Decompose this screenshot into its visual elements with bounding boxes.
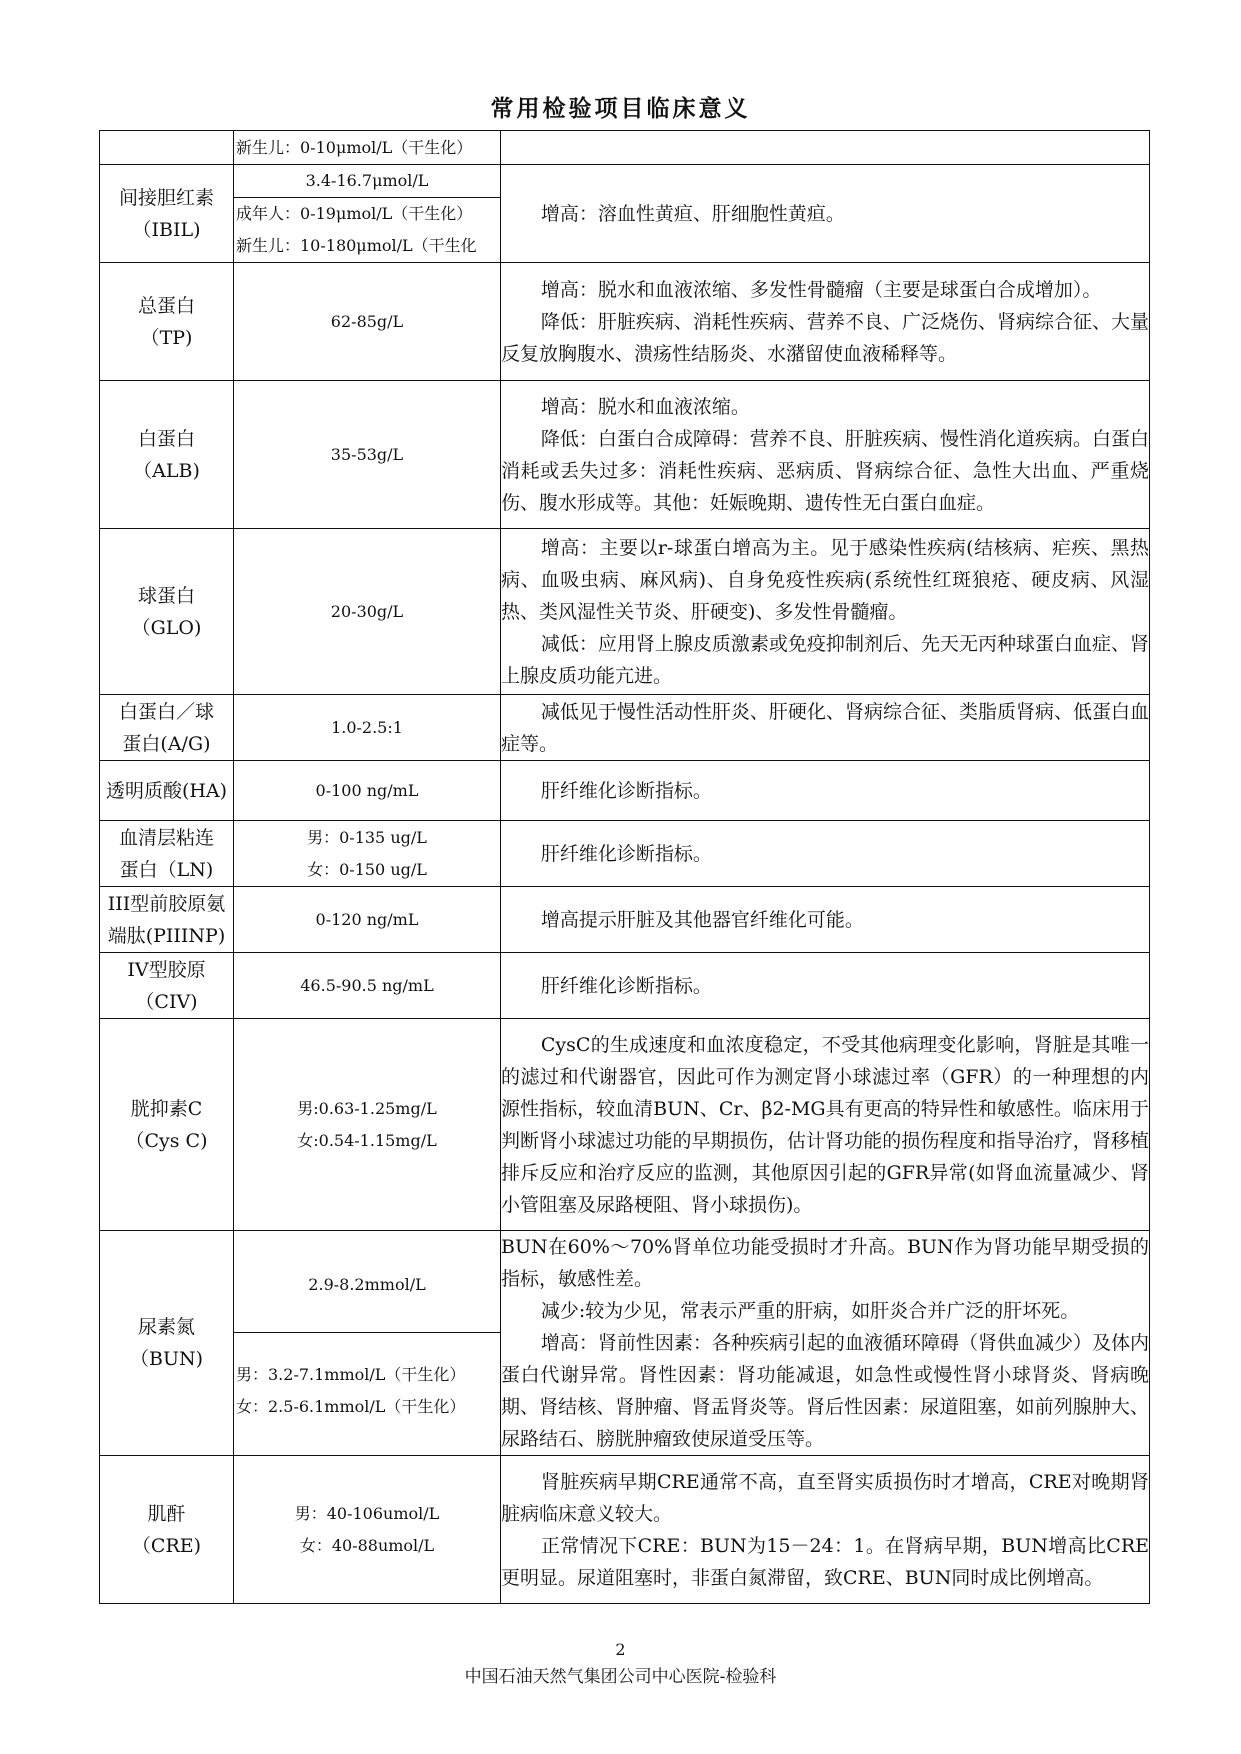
- item-name: 胱抑素C: [130, 1097, 203, 1120]
- item-name-cell: [100, 165, 234, 263]
- item-name-cell: [100, 1019, 234, 1231]
- range-cell: 46.5-90.5 ng/mL: [234, 953, 501, 1019]
- description-text: 减低：应用肾上腺皮质激素或免疫抑制剂后、先天无丙种球蛋白血症、肾上腺皮质功能亢进。: [501, 632, 1149, 687]
- description-text: 减少:较为少见，常表示严重的肝病，如肝炎合并广泛的肝坏死。: [540, 1300, 1080, 1322]
- item-name: III型前胶原氨: [107, 892, 226, 915]
- range-value-group: [234, 1332, 500, 1449]
- item-abbrev: （Cys C): [125, 1129, 208, 1152]
- table-row: [100, 1019, 1150, 1231]
- item-abbrev: （ALB): [133, 459, 200, 482]
- page-title: 常用检验项目临床意义: [490, 96, 751, 122]
- item-abbrev: （CIV): [135, 990, 198, 1013]
- range-value: 女：40-88umol/L: [299, 1535, 435, 1555]
- range-cell: [234, 821, 501, 887]
- range-cell: 20-30g/L: [234, 529, 501, 695]
- description-text: 降低：肝脏疾病、消耗性疾病、营养不良、广泛烧伤、肾病综合征、大量反复放胸腹水、溃疡性结肠炎、水潴留使血液稀释等。: [501, 310, 1149, 365]
- table-row: [100, 953, 1150, 1019]
- table-row: [100, 381, 1150, 529]
- range-value: 3.4-16.7μmol/L: [234, 165, 500, 198]
- description-text: 肾脏疾病早期CRE通常不高，直至肾实质损伤时才增高，CRE对晚期肾脏病临床意义较大。: [501, 1470, 1149, 1525]
- range-value: 成年人：0-19μmol/L（干生化）: [236, 204, 473, 223]
- item-name: 球蛋白: [137, 584, 195, 607]
- item-name: IV型胶原: [127, 958, 206, 981]
- range-value: 女：0-150 ug/L: [307, 859, 427, 879]
- description-cell: [501, 529, 1150, 695]
- item-abbrev: （BUN): [129, 1348, 203, 1370]
- range-cell: 新生儿：0-10μmol/L（干生化）: [234, 131, 501, 165]
- item-abbrev: 蛋白（LN): [119, 858, 214, 881]
- description-text: 增高提示肝脏及其他器官纤维化可能。: [540, 908, 864, 931]
- range-cell: 35-53g/L: [234, 381, 501, 529]
- item-abbrev: （GLO): [131, 616, 202, 639]
- item-name: 血清层粘连: [118, 826, 214, 849]
- range-value: 男：3.2-7.1mmol/L（干生化）: [236, 1364, 466, 1384]
- description-cell: [501, 263, 1150, 381]
- item-name-cell: [100, 381, 234, 529]
- item-name-cell: [100, 761, 234, 821]
- item-name-cell: [100, 131, 234, 165]
- description-text: 增高：脱水和血液浓缩。: [540, 395, 750, 418]
- description-cell: [501, 1456, 1150, 1604]
- description-text: 减低见于慢性活动性肝炎、肝硬化、肾病综合征、类脂质肾病、低蛋白血症等。: [501, 700, 1149, 755]
- description-cell: [501, 953, 1150, 1019]
- range-cell: [234, 1231, 501, 1456]
- description-text: CysC的生成速度和血浓度稳定，不受其他病理变化影响，肾脏是其唯一的滤过和代谢器官，因此可作为测定肾小球滤过率（GFR）的一种理想的内源性指标，较血清BUN、Cr、β2-MG具有更高的特异性和敏感性。临床用于判断肾小球滤过功能的早期损伤，估计肾功能的损伤程度和指导治疗，肾移植排斥反应和治疗反应的监测，其他原因引起的GFR异常(如肾血流量减少、肾小管阻塞及尿路梗阻、肾小球损伤)。: [501, 1033, 1149, 1216]
- item-name-cell: [100, 887, 234, 953]
- description-cell: [501, 761, 1150, 821]
- table-row: [100, 165, 1150, 263]
- description-text: 肝纤维化诊断指标。: [540, 974, 712, 997]
- item-name-cell: [100, 1231, 234, 1456]
- item-name: 肌酐: [147, 1502, 186, 1525]
- item-abbrev: 端肽(PIIINP): [107, 924, 226, 947]
- item-name-cell: [100, 263, 234, 381]
- item-name: 白蛋白／球: [118, 700, 214, 723]
- description-text: 正常情况下CRE：BUN为15－24：1。在肾病早期，BUN增高比CRE更明显。尿道阻塞时，非蛋白氮滞留，致CRE、BUN同时成比例增高。: [501, 1534, 1149, 1589]
- description-cell: [501, 131, 1150, 165]
- item-name: 总蛋白: [137, 294, 195, 317]
- lab-items-table: [99, 130, 1150, 1604]
- table-row: [100, 263, 1150, 381]
- range-value: 男:0.63-1.25mg/L: [297, 1098, 437, 1118]
- range-cell: 0-100 ng/mL: [234, 761, 501, 821]
- item-abbrev: （IBIL): [132, 218, 201, 241]
- range-value: 男：0-135 ug/L: [307, 827, 427, 847]
- range-value: 女:0.54-1.15mg/L: [297, 1130, 437, 1150]
- description-cell: [501, 1019, 1150, 1231]
- item-name-cell: [100, 953, 234, 1019]
- range-value: 2.9-8.2mmol/L: [234, 1238, 500, 1333]
- item-name: 透明质酸(HA): [105, 779, 228, 802]
- range-cell: [234, 1019, 501, 1231]
- description-cell: [501, 887, 1150, 953]
- description-text: 降低：白蛋白合成障碍：营养不良、肝脏疾病、慢性消化道疾病。白蛋白消耗或丢失过多：消耗性疾病、恶病质、肾病综合征、急性大出血、严重烧伤、腹水形成等。其他：妊娠晚期、遗传性无白蛋白血症。: [501, 427, 1149, 514]
- item-abbrev: 蛋白(A/G): [122, 732, 211, 755]
- item-name-cell: [100, 821, 234, 887]
- range-cell: 0-120 ng/mL: [234, 887, 501, 953]
- description-cell: [501, 1231, 1150, 1456]
- table-row: [100, 821, 1150, 887]
- description-text: 肝纤维化诊断指标。: [540, 842, 712, 865]
- item-abbrev: （TP): [140, 326, 193, 349]
- item-name: 间接胆红素: [118, 186, 214, 209]
- table-row: [100, 887, 1150, 953]
- range-cell: 1.0-2.5:1: [234, 695, 501, 761]
- item-name: 尿素氮: [137, 1316, 195, 1338]
- footer-hospital: 中国石油天然气集团公司中心医院-检验科: [464, 1667, 777, 1687]
- description-text: BUN在60%～70%肾单位功能受损时才升高。BUN作为肾功能早期受损的指标，敏感性差。: [501, 1236, 1149, 1290]
- item-name: 白蛋白: [137, 427, 195, 450]
- range-cell: 62-85g/L: [234, 263, 501, 381]
- item-name-cell: [100, 1456, 234, 1604]
- description-text: 增高：肾前性因素：各种疾病引起的血液循环障碍（肾供血减少）及体内蛋白代谢异常。肾性因素：肾功能减退，如急性或慢性肾小球肾炎、肾病晚期、肾结核、肾肿瘤、肾盂肾炎等。肾后性因素：尿道阻塞，如前列腺肿大、尿路结石、膀胱肿瘤致使尿道受压等。: [501, 1332, 1149, 1450]
- description-text: 增高：主要以r-球蛋白增高为主。见于感染性疾病(结核病、疟疾、黑热病、血吸虫病、麻风病)、自身免疫性疾病(系统性红斑狼疮、硬皮病、风湿热、类风湿性关节炎、肝硬变)、多发性骨髓瘤。: [501, 536, 1149, 623]
- item-name-cell: [100, 695, 234, 761]
- description-text: 增高：脱水和血液浓缩、多发性骨髓瘤（主要是球蛋白合成增加）。: [540, 278, 1102, 301]
- description-cell: [501, 381, 1150, 529]
- table-row: [100, 1456, 1150, 1604]
- range-value: 女：2.5-6.1mmol/L（干生化）: [236, 1396, 466, 1416]
- item-abbrev: （CRE): [131, 1534, 202, 1557]
- description-cell: [501, 165, 1150, 263]
- table-row: [100, 695, 1150, 761]
- description-cell: [501, 695, 1150, 761]
- table-row: [100, 1231, 1150, 1456]
- description-cell: [501, 821, 1150, 887]
- table-row: [100, 529, 1150, 695]
- range-cell: [234, 165, 501, 263]
- item-name-cell: [100, 529, 234, 695]
- range-value: 男：40-106umol/L: [294, 1503, 440, 1523]
- description-text: 增高：溶血性黄疸、肝细胞性黄疸。: [540, 202, 845, 225]
- table-row: [100, 761, 1150, 821]
- description-text: 肝纤维化诊断指标。: [540, 779, 712, 802]
- range-cell: [234, 1456, 501, 1604]
- range-value: 新生儿：10-180μmol/L（干生化: [236, 236, 477, 255]
- table-row: [100, 131, 1150, 165]
- page-number: 2: [615, 1640, 626, 1659]
